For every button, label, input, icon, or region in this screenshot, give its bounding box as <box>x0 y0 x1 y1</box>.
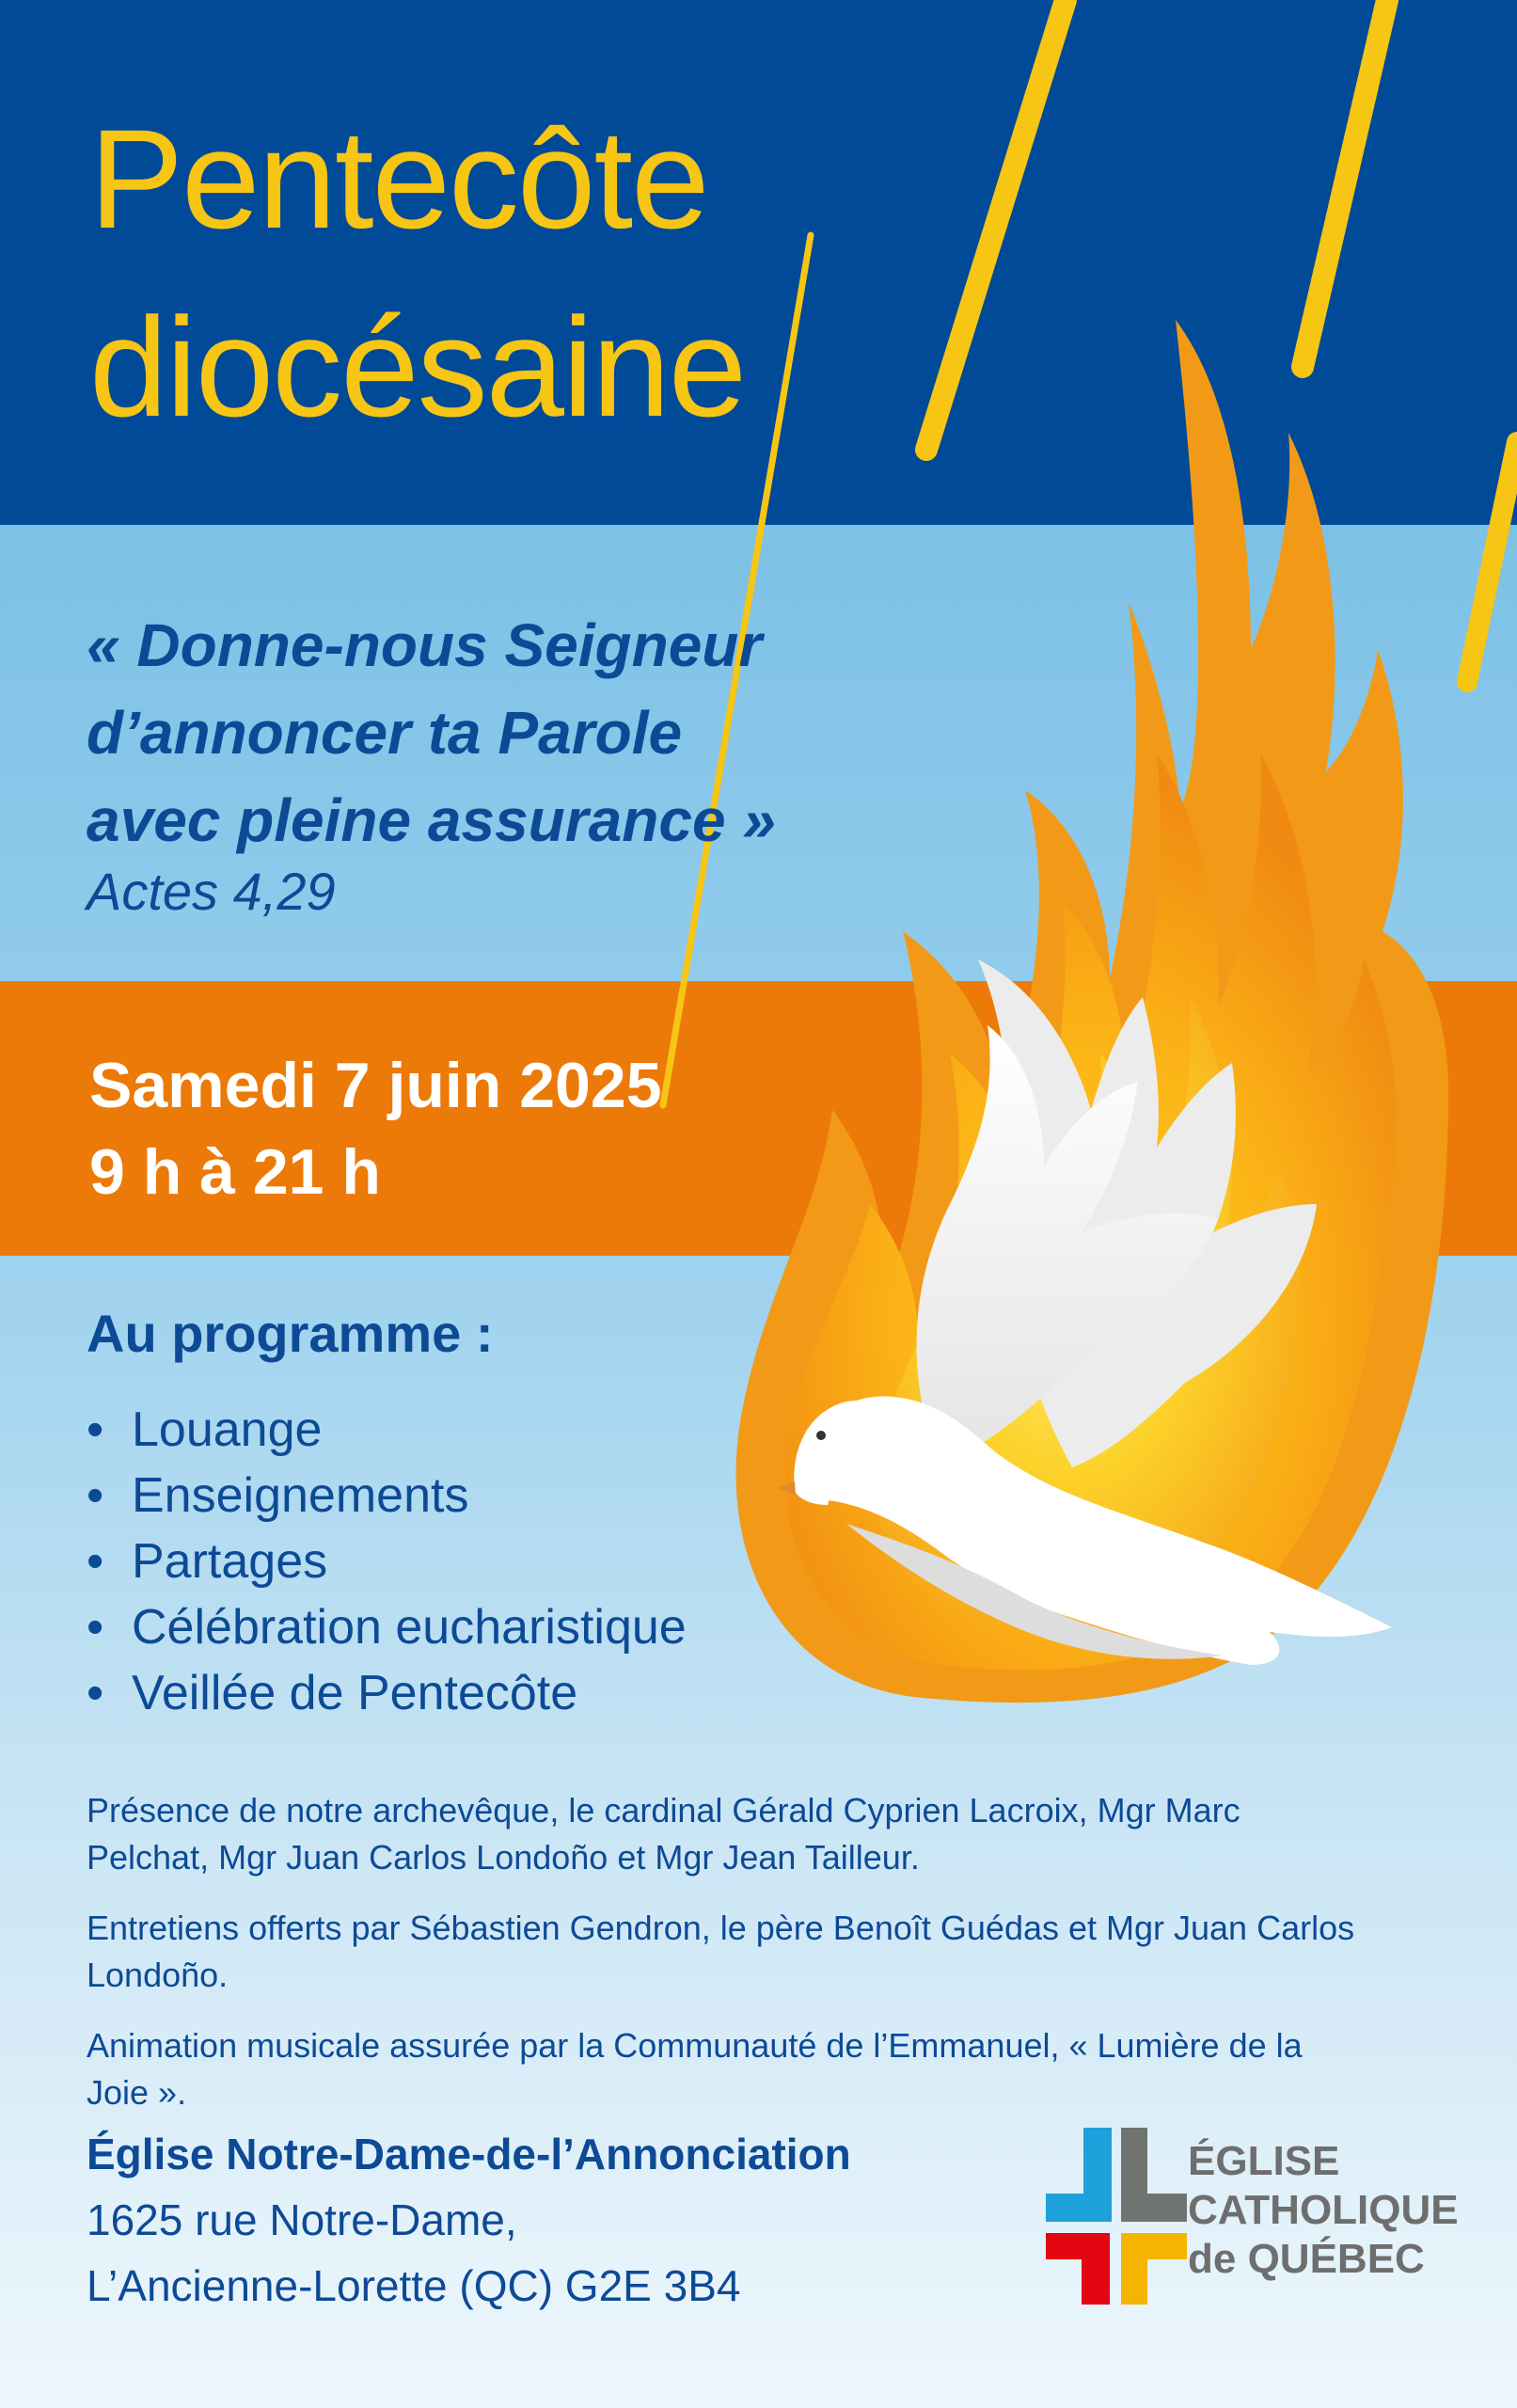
quote-line: « Donne-nous Seigneur <box>87 611 763 679</box>
church-name: Église Notre-Dame-de-l’Annonciation <box>87 2130 851 2178</box>
list-item: • Célébration eucharistique <box>87 1600 687 1655</box>
program-list <box>87 1397 687 1726</box>
quote-line: d’annoncer ta Parole <box>87 699 683 767</box>
note-paragraph: Animation musicale assurée par la Communauté de l’Emmanuel, « Lumière de la Joie ». <box>87 2026 1303 2112</box>
list-item-label: Enseignements <box>132 1468 469 1523</box>
list-item: • Veillée de Pentecôte <box>87 1666 578 1720</box>
list-item-label: Célébration eucharistique <box>132 1600 687 1655</box>
event-address <box>87 2121 851 2319</box>
logo-line: de QUÉBEC <box>1188 2236 1425 2282</box>
page-title: Pentecôte <box>89 100 708 258</box>
city-address: L’Ancienne-Lorette (QC) G2E 3B4 <box>87 2261 741 2310</box>
list-item-label: Veillée de Pentecôte <box>132 1666 578 1720</box>
logo-line: ÉGLISE <box>1188 2138 1340 2184</box>
event-notes <box>87 1787 1366 2140</box>
list-item: • Louange <box>87 1402 323 1457</box>
street-address: 1625 rue Notre-Dame, <box>87 2195 517 2244</box>
list-item: • Partages <box>87 1534 328 1589</box>
scripture-quote <box>87 602 776 864</box>
page-subtitle: diocésaine <box>89 288 746 446</box>
event-day: Samedi 7 juin 2025 <box>89 1050 662 1121</box>
program-title: Au programme : <box>87 1304 494 1363</box>
quote-line: avec pleine assurance » <box>87 786 776 854</box>
list-item: • Enseignements <box>87 1468 469 1523</box>
note-paragraph: Présence de notre archevêque, le cardinal Gérald Cyprien Lacroix, Mgr Marc Pelchat, Mgr Juan Carlos Londoño et Mgr Jean Tailleur. <box>87 1791 1240 1877</box>
logo-text <box>1188 2137 1459 2284</box>
logo-line: CATHOLIQUE <box>1188 2187 1459 2233</box>
event-hours: 9 h à 21 h <box>89 1136 381 1208</box>
list-item-label: Partages <box>132 1534 328 1589</box>
event-date <box>89 1042 662 1215</box>
list-item-label: Louange <box>132 1402 323 1457</box>
note-paragraph: Entretiens offerts par Sébastien Gendron, le père Benoît Guédas et Mgr Juan Carlos Londoño. <box>87 1909 1355 1994</box>
quote-reference: Actes 4,29 <box>87 862 336 921</box>
